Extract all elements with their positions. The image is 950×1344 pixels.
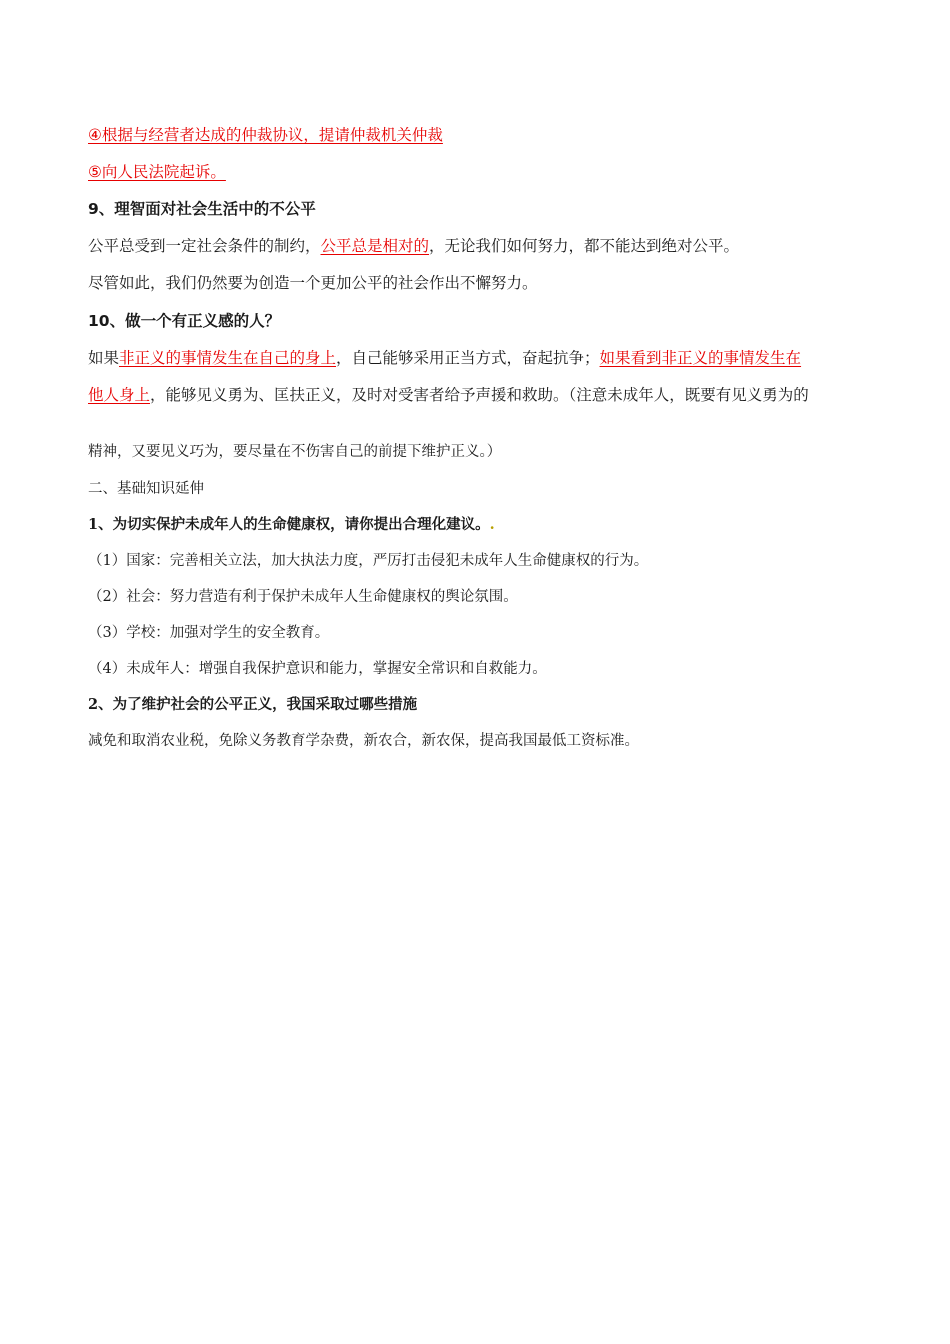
answer-1: （1）国家：完善相关立法，加大执法力度，严厉打击侵犯未成年人生命健康权的行为。 <box>88 553 649 569</box>
section-2-title: 二、基础知识延伸 <box>88 481 204 497</box>
paragraph-10a <box>88 347 801 369</box>
text-segment: ，自己能够采用正当方式，奋起抗争； <box>336 349 600 367</box>
text-segment: ，无论我们如何努力，都不能达到绝对公平。 <box>429 237 740 255</box>
highlight-others: 如果看到非正义的事情发生在 <box>599 349 802 367</box>
text-segment: 1、为切实保护未成年人的生命健康权，请你提出合理化建议。 <box>88 516 490 533</box>
list-item-lawsuit: ⑤向人民法院起诉。 <box>88 163 226 181</box>
question-1 <box>88 514 495 536</box>
paragraph-10b <box>88 384 809 406</box>
list-item-arbitration: ④根据与经营者达成的仲裁协议，提请仲裁机关仲裁 <box>88 126 443 144</box>
answer-5: 减免和取消农业税，免除义务教育学杂费，新农合，新农保，提高我国最低工资标准。 <box>88 733 639 749</box>
heading-10: 10、做一个有正义感的人？ <box>88 312 281 330</box>
text-segment: 公平总受到一定社会条件的制约， <box>88 237 321 255</box>
paragraph-9b: 尽管如此，我们仍然要为创造一个更加公平的社会作出不懈努力。 <box>88 274 538 292</box>
stray-dot: . <box>489 516 495 533</box>
highlight-self: 非正义的事情发生在自己的身上 <box>119 349 337 367</box>
paragraph-10c: 精神，又要见义巧为，要尽量在不伤害自己的前提下维护正义。） <box>88 444 502 460</box>
text-segment: 如果 <box>88 349 120 367</box>
answer-2: （2）社会：努力营造有利于保护未成年人生命健康权的舆论氛围。 <box>88 589 518 605</box>
question-2: 2、为了维护社会的公平正义，我国采取过哪些措施 <box>88 696 418 713</box>
answer-4: （4）未成年人：增强自我保护意识和能力，掌握安全常识和自救能力。 <box>88 661 547 677</box>
paragraph-9a <box>88 235 739 257</box>
highlight-others-cont: 他人身上 <box>88 386 151 404</box>
heading-9: 9、理智面对社会生活中的不公平 <box>88 200 316 218</box>
answer-3: （3）学校：加强对学生的安全教育。 <box>88 625 330 641</box>
highlight-relative: 公平总是相对的 <box>320 237 430 255</box>
text-segment: ，能够见义勇为、匡扶正义，及时对受害者给予声援和救助。（注意未成年人，既要有见义勇为的 <box>150 386 809 404</box>
